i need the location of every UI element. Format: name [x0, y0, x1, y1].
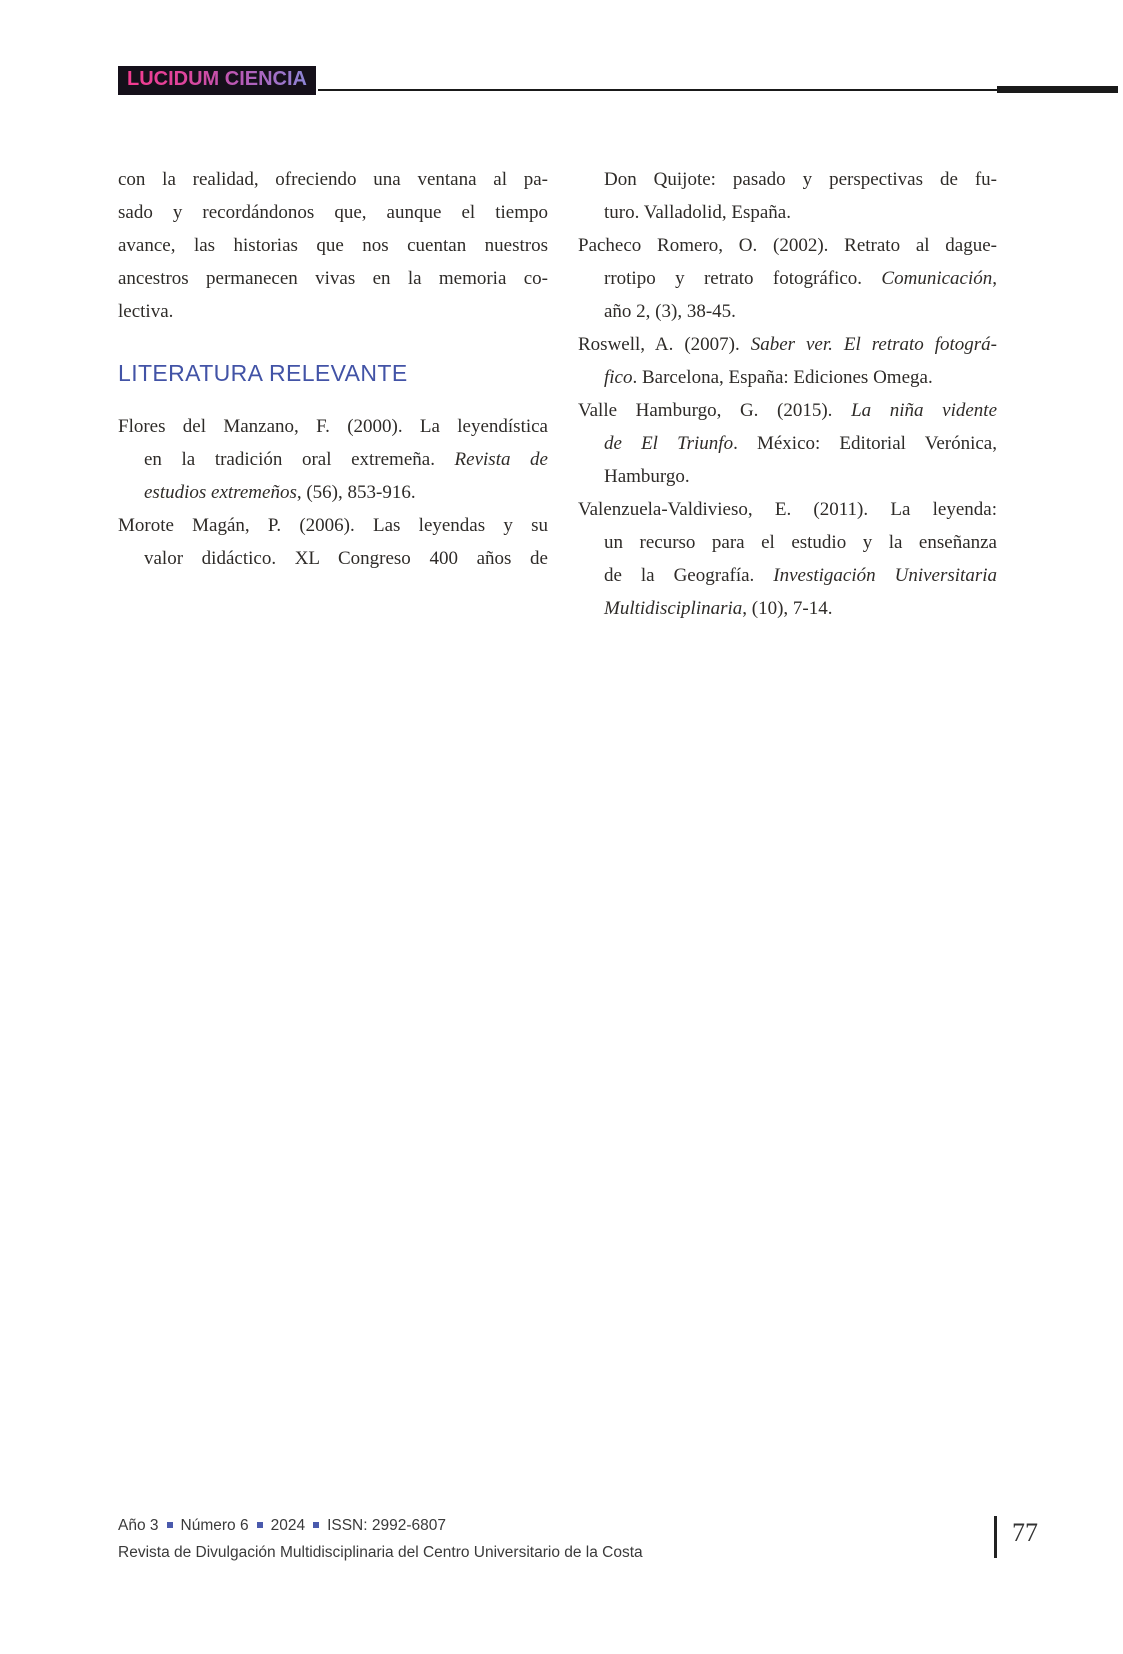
text-segment: rrotipo y retrato fotográfico. — [604, 268, 882, 289]
text-line — [578, 328, 997, 361]
text-line — [118, 295, 548, 328]
text-segment: . México: Editorial Verónica, — [733, 433, 997, 454]
text-segment: de la Geografía. — [604, 565, 774, 586]
text-line — [578, 559, 997, 592]
footer-issn: ISSN: 2992-6807 — [327, 1517, 446, 1534]
text-line — [578, 493, 997, 526]
text-line — [118, 196, 548, 229]
text-segment: Don Quijote: pasado y perspectivas de fu- — [604, 169, 997, 190]
text-segment: sado y recordándonos que, aunque el tiempo — [118, 202, 548, 223]
bullet-square-icon — [257, 1522, 263, 1528]
italic-text-segment: fico — [604, 367, 633, 388]
text-segment: Hamburgo. — [604, 466, 690, 487]
text-line — [578, 394, 997, 427]
text-segment: avance, las historias que nos cuentan nuestros — [118, 235, 548, 256]
text-line — [118, 542, 548, 575]
text-segment: . Barcelona, España: Ediciones Omega. — [632, 367, 933, 388]
italic-text-segment: Revista de — [454, 449, 548, 470]
page-number-divider — [994, 1516, 997, 1558]
italic-text-segment: Saber ver. El retrato fotográ- — [750, 334, 997, 355]
journal-logo — [118, 66, 316, 95]
text-line — [578, 262, 997, 295]
text-line — [118, 262, 548, 295]
footer-journal-name: Revista de Divulgación Multidisciplinaria del Centro Universitario de la Costa — [118, 1544, 643, 1561]
italic-text-segment: Comunicación — [881, 268, 993, 289]
text-segment: un recurso para el estudio y la enseñanza — [604, 532, 997, 553]
text-line — [578, 229, 997, 262]
bullet-square-icon — [167, 1522, 173, 1528]
text-segment: , — [992, 268, 997, 289]
page-number: 77 — [1012, 1518, 1038, 1547]
text-line — [578, 427, 997, 460]
italic-text-segment: Multidisciplinaria — [604, 598, 743, 619]
references-left — [118, 410, 548, 575]
text-segment: Morote Magán, P. (2006). Las leyendas y su — [118, 515, 548, 536]
footer-year: 2024 — [270, 1517, 306, 1534]
text-segment: Pacheco Romero, O. (2002). Retrato al dague- — [578, 235, 997, 256]
italic-text-segment: La niña vidente — [851, 400, 997, 421]
text-segment: lectiva. — [118, 301, 174, 322]
header-rule-thin — [318, 89, 997, 91]
text-line — [578, 196, 997, 229]
text-line — [118, 443, 548, 476]
footer-issue-year: Año 3 — [118, 1517, 159, 1534]
text-segment: Valenzuela-Valdivieso, E. (2011). La leyenda: — [578, 499, 997, 520]
text-segment: turo. Valladolid, España. — [604, 202, 791, 223]
body-paragraph — [118, 163, 548, 328]
italic-text-segment: estudios extremeños — [144, 482, 297, 503]
journal-logo-text: LUCIDUM CIENCIA — [127, 68, 307, 90]
text-line — [578, 526, 997, 559]
italic-text-segment: Investigación Universitaria — [773, 565, 997, 586]
text-line — [578, 295, 997, 328]
header-rule-thick — [997, 86, 1118, 93]
text-segment: ancestros permanecen vivas en la memoria co- — [118, 268, 548, 289]
text-line — [118, 476, 548, 509]
text-segment: valor didáctico. XL Congreso 400 años de — [144, 548, 548, 569]
text-line — [118, 509, 548, 542]
text-line — [118, 163, 548, 196]
bullet-square-icon — [313, 1522, 319, 1528]
text-segment: Valle Hamburgo, G. (2015). — [578, 400, 852, 421]
text-segment: año 2, (3), 38-45. — [604, 301, 736, 322]
text-line — [578, 460, 997, 493]
text-segment: , (10), 7-14. — [742, 598, 833, 619]
text-line — [578, 592, 997, 625]
section-heading: LITERATURA RELEVANTE — [118, 360, 408, 386]
text-line — [578, 163, 997, 196]
column-left — [118, 163, 548, 575]
footer-issue-number: Número 6 — [180, 1517, 249, 1534]
text-line — [118, 229, 548, 262]
footer-meta — [118, 1517, 446, 1535]
text-segment: con la realidad, ofreciendo una ventana al pa- — [118, 169, 548, 190]
text-segment: Roswell, A. (2007). — [578, 334, 751, 355]
references-right — [578, 163, 997, 625]
text-segment: en la tradición oral extremeña. — [144, 449, 455, 470]
column-right — [578, 163, 997, 625]
text-segment: , (56), 853-916. — [296, 482, 416, 503]
text-line — [578, 361, 997, 394]
text-segment: Flores del Manzano, F. (2000). La leyendística — [118, 416, 548, 437]
italic-text-segment: de El Triunfo — [604, 433, 734, 454]
text-line — [118, 410, 548, 443]
